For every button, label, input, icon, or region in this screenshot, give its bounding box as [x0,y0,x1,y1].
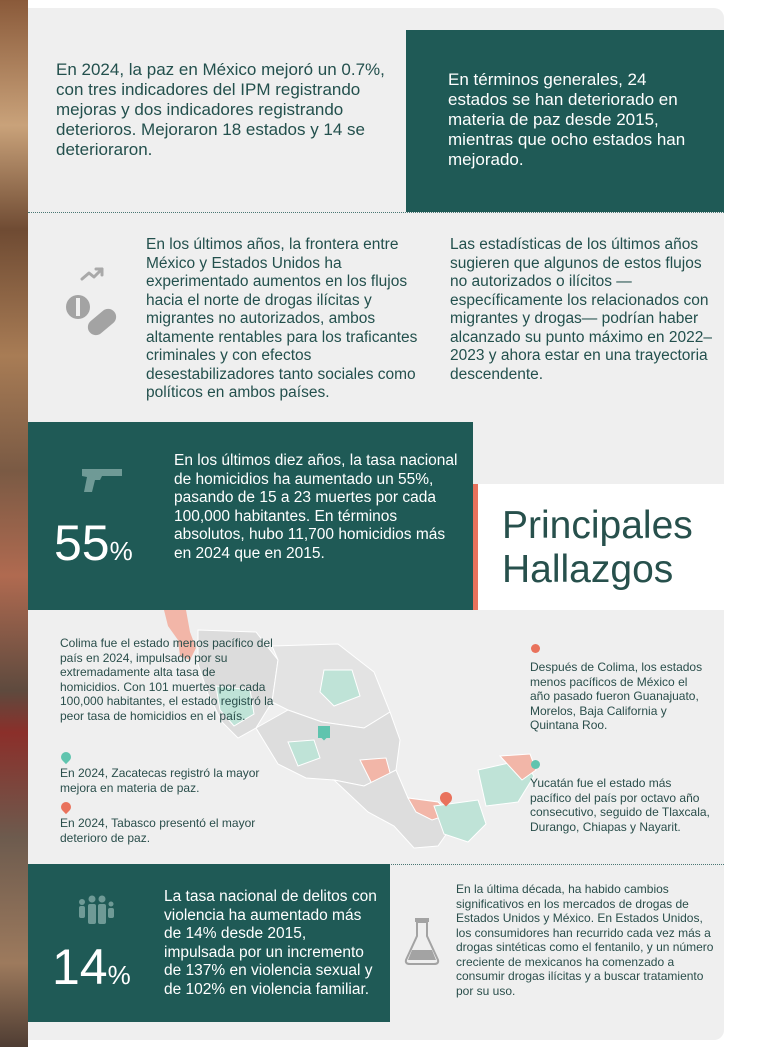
tabasco-text: En 2024, Tabasco presentó el mayor deterioro de paz. [60,816,256,845]
least-peaceful-marker [531,644,540,653]
title-line-1: Principales [502,504,693,547]
violence-percent-value: 14 [52,939,108,995]
homicide-percent-value: 55 [54,515,110,571]
flask-icon [404,916,440,971]
violence-panel [28,864,390,1022]
homicide-percent-sign: % [109,536,133,566]
background-photo-strip [0,0,28,1047]
drugs-text: En la última década, ha habido cambios significativos en los mercados de drogas de Estados Unidos y México. En Estados Unidos, los consumidores han recurrido cada vez más a drogas sintéticas como el fentanilo, y un número creciente de mexicanos ha comenzado a consumir drogas ilícitas y a buscar tratamiento por su uso. [456,882,714,998]
summary-left-text: En 2024, la paz en México mejoró un 0.7%, con tres indicadores del IPM registrando mejoras y dos indicadores registrando deterioros. Mejoraron 18 estados y 14 se deterioraron. [56,60,385,159]
zacatecas-map-marker [318,726,330,738]
violence-percent-sign: % [107,960,131,990]
violence-text: La tasa nacional de delitos con violencia ha aumentado más de 14% desde 2015, impulsada por un incremento de 137% en violencia sexual y de 102% en violencia familiar. [164,888,377,998]
zacatecas-icon [61,752,71,762]
border-left-text: En los últimos años, la frontera entre México y Estados Unidos ha experimentado aumentos en los flujos hacia el norte de drogas ilícitas y migrantes no autorizados, ambos altamente rentables para los traficantes criminales y con efectos desestabilizadores tanto sociales como políticos en ambos países. [146,236,418,401]
homicide-text: En los últimos diez años, la tasa nacional de homicidios ha aumentado un 55%, pasando de 15 a 23 muertes por cada 100,000 habitantes. En términos absolutos, hubo 11,700 homicidios más en 2024 que en 2015. [174,452,458,562]
homicide-percent [54,515,133,576]
title-line-2: Hallazgos [502,548,674,591]
yucatan-text: Yucatán fue el estado más pacífico del país por octavo año consecutivo, seguido de Tlaxcala, Durango, Chiapas y Nayarit. [530,776,710,834]
summary-right-text: En términos generales, 24 estados se han deteriorado en materia de paz desde 2015, mientras que ocho estados han mejorado. [448,70,686,169]
gun-icon [80,466,124,499]
summary-right-panel [406,30,724,212]
findings-card [28,8,724,1040]
drugs-pills-icon [62,262,122,352]
violence-percent [52,939,131,1000]
colima-text: Colima fue el estado menos pacífico del país en 2024, impulsado por su extremadamente alta tasa de homicidios. Con 101 muertes por cada 100,000 habitantes, el estado registró la peor tasa de homicidios en el país. [60,636,274,723]
most-peaceful-marker [531,760,540,769]
title-panel [478,484,724,610]
divider [28,212,724,213]
homicide-panel [28,422,473,610]
tabasco-icon [61,802,71,812]
zacatecas-text: En 2024, Zacatecas registró la mayor mejora en materia de paz. [60,766,260,795]
border-right-text: Las estadísticas de los últimos años sugieren que algunos de estos flujos no autorizados o ilícitos —específicamente los relacionados con migrantes y drogas— podrían haber alcanzado su punto máximo en 2022–2023 y ahora estar en una trayectoria descendente. [450,236,712,383]
least-peaceful-text: Después de Colima, los estados menos pacíficos de México el año pasado fueron Guanajuato, Morelos, Baja California y Quintana Roo. [530,660,703,732]
family-icon [76,894,116,931]
tabasco-map-marker [440,792,452,804]
